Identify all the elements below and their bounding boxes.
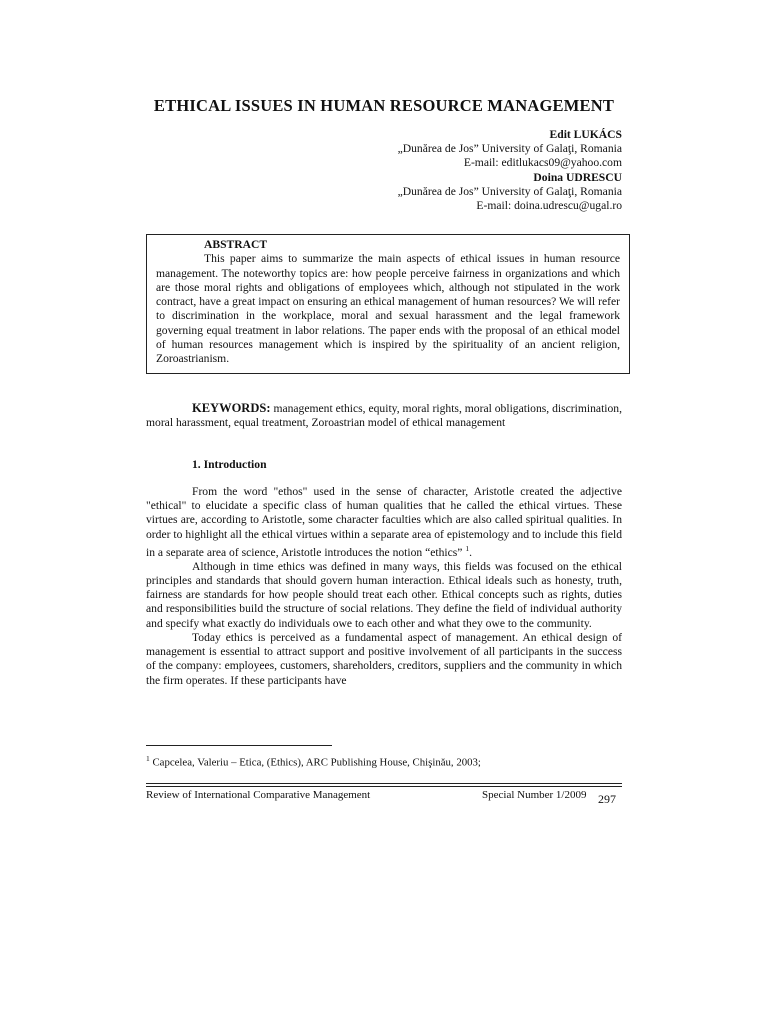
footer-rule [146,786,622,787]
paper-title: ETHICAL ISSUES IN HUMAN RESOURCE MANAGEMENT [153,96,615,115]
paragraph: Although in time ethics was defined in many ways, this fields was focused on the ethical principles and standards that should govern human interaction. Ethical ideals such as honesty, truth, fairness are standards for how people should treat each other. Ethical concepts such as rights, duties and responsibilities build the structure of social relations. They define the field of individual authority and specify what exactly do individuals owe to each other and what they owe to the community. [146,559,622,630]
footnote-number: 1 [146,754,150,763]
author-email: E-mail: doina.udrescu@ugal.ro [476,199,622,213]
footnote-ref[interactable]: 1 [465,543,470,553]
author-name: Edit LUKÁCS [549,128,622,141]
footer-rule [146,783,622,784]
author-block [398,128,622,213]
paragraph-tail: . [469,545,473,559]
author-affiliation: „Dunărea de Jos” University of Galaţi, Romania [397,142,622,156]
author-email: E-mail: editlukacs09@yahoo.com [463,156,622,170]
keywords-label: KEYWORDS: [192,401,271,415]
abstract-heading: ABSTRACT [204,238,268,251]
footnote-text: Capcelea, Valeriu – Etica, (Ethics), ARC Publishing House, Chişinău, 2003; [152,756,481,769]
abstract-text: This paper aims to summarize the main aspects of ethical issues in human resource management. The noteworthy topics are: how people perceive fairness in organizations and which are those moral rights and obligations of employees which, although not stipulated in the work contract, have a great impact on ensuring an ethical management of human resources? We will refer to discrimination in the workplace, moral and sexual harassment and the legal framework governing equal treatment in labor relations. The paper ends with the proposal of an ethical model of human resources management which is inspired by the spirituality of an ancient religion, Zoroastrianism. [156,252,620,366]
keywords-text: management ethics, equity, moral rights, moral obligations, discrimination, moral harassment, equal treatment, Zoroastrian model of ethical management [146,402,623,430]
author-name: Doina UDRESCU [533,170,622,184]
footer-issue: Special Number 1/2009 [482,789,587,801]
keywords [146,401,622,431]
footnote [146,752,622,770]
paragraph-text: From the word "ethos" used in the sense of character, Aristotle created the adjective "ethical" to elucidate a specific class of human qualities that he called the ethical virtues. These virtues are, according to Aristotle, some character faculties which are also called spiritual qualities. In order to highlight all the ethical virtues within a separate area of epistemology and to include this field in a separate area of science, Aristotle introduces the notion “ethics” [146,485,622,559]
paragraph [146,485,622,560]
section-heading: 1. Introduction [192,458,267,471]
footnote-separator [146,745,332,746]
paragraph: Today ethics is perceived as a fundamental aspect of management. An ethical design of management is essential to attract support and positive involvement of all participants in the success of the company: employees, customers, shareholders, creditors, suppliers and the community in which the firm operates. If these participants have [146,630,622,687]
page-number: 297 [598,792,616,806]
section-body [146,485,622,688]
footer-journal: Review of International Comparative Management [146,789,371,801]
author-affiliation: „Dunărea de Jos” University of Galaţi, Romania [397,184,622,198]
abstract-box [146,234,630,374]
